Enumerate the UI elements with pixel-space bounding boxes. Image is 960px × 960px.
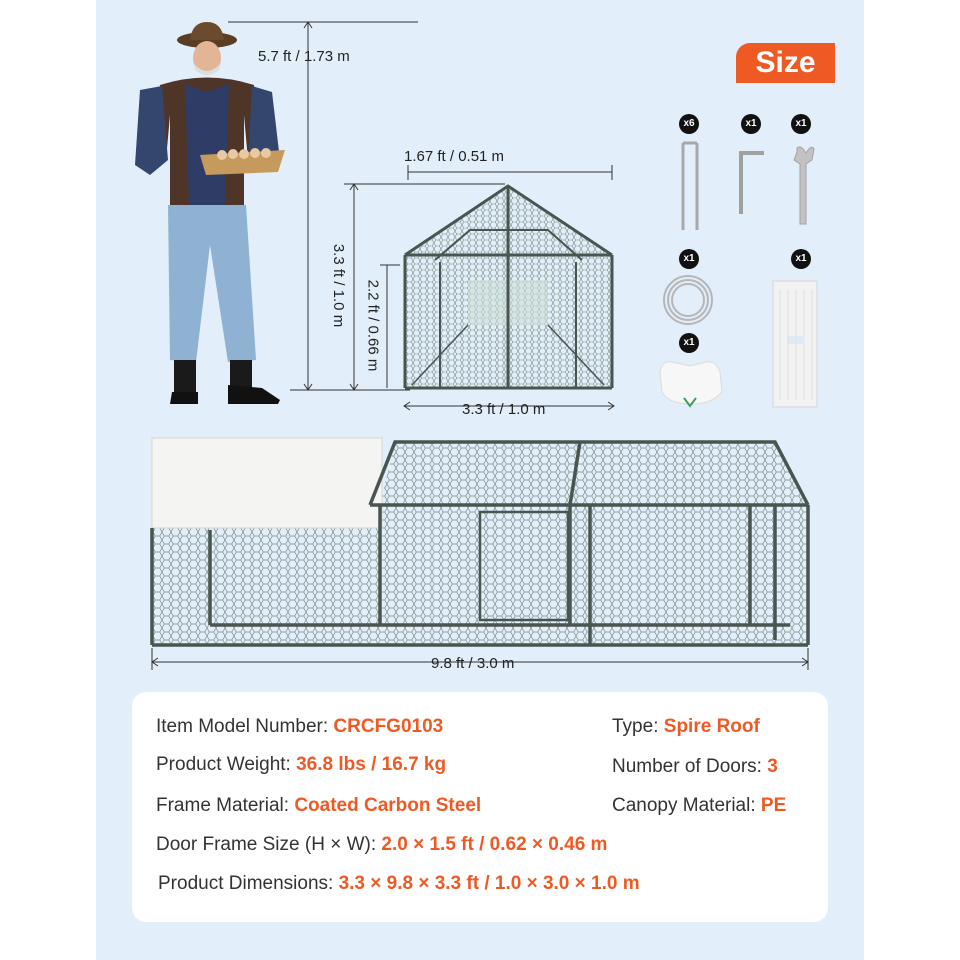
spec-canopy	[612, 795, 786, 817]
spec-doors-value: 3	[767, 756, 778, 777]
spec-weight-label: Product Weight:	[156, 754, 291, 775]
total-height-label: 3.3 ft / 1.0 m	[330, 243, 348, 328]
coop-front-view	[405, 186, 612, 388]
spec-dimensions-label: Product Dimensions:	[158, 873, 334, 894]
spec-doors-label: Number of Doors:	[612, 756, 762, 777]
accessory-cable-ties	[773, 281, 817, 407]
gloves-count-badge: x1	[679, 333, 699, 353]
person-height-label: 5.7 ft / 1.73 m	[258, 48, 350, 65]
spec-canopy-value: PE	[760, 795, 787, 816]
accessory-wrench	[794, 147, 814, 224]
wall-height-label: 2.2 ft / 0.66 m	[364, 279, 382, 372]
farmer-figure	[135, 22, 285, 404]
spec-door-size-value: 2.0 × 1.5 ft / 0.62 × 0.46 m	[381, 834, 608, 855]
spec-dimensions	[158, 873, 640, 895]
spec-model	[156, 716, 443, 738]
spec-dimensions-value: 3.3 × 9.8 × 3.3 ft / 1.0 × 3.0 × 1.0 m	[338, 873, 640, 894]
wire-coil-count-badge: x1	[679, 249, 699, 269]
spec-doors	[612, 756, 778, 778]
cable-ties-count-badge: x1	[791, 249, 811, 269]
stakes-count-badge: x6	[679, 114, 699, 134]
accessory-wire-coil	[664, 276, 712, 324]
hex-key-count-badge: x1	[741, 114, 761, 134]
width-label: 3.3 ft / 1.0 m	[462, 401, 546, 418]
accessory-hex-key	[741, 153, 764, 214]
spec-frame-value: Coated Carbon Steel	[294, 795, 482, 816]
coop-full-view	[152, 438, 808, 645]
accessory-stakes	[683, 143, 697, 230]
accessory-gloves	[660, 362, 722, 406]
spec-weight	[156, 754, 446, 776]
spec-model-value: CRCFG0103	[333, 716, 444, 737]
spec-type-value: Spire Roof	[663, 716, 760, 737]
spec-frame-label: Frame Material:	[156, 795, 290, 816]
spec-card	[132, 692, 828, 922]
spec-door-size-label: Door Frame Size (H × W):	[156, 834, 377, 855]
roof-width-label: 1.67 ft / 0.51 m	[404, 148, 505, 165]
length-label: 9.8 ft / 3.0 m	[431, 655, 515, 672]
spec-door-size	[156, 834, 607, 856]
wrench-count-badge: x1	[791, 114, 811, 134]
size-badge: Size	[736, 43, 835, 83]
spec-model-label: Item Model Number:	[156, 716, 329, 737]
spec-weight-value: 36.8 lbs / 16.7 kg	[296, 754, 447, 775]
spec-type	[612, 716, 760, 738]
spec-type-label: Type:	[612, 716, 659, 737]
spec-canopy-label: Canopy Material:	[612, 795, 756, 816]
spec-frame	[156, 795, 481, 817]
